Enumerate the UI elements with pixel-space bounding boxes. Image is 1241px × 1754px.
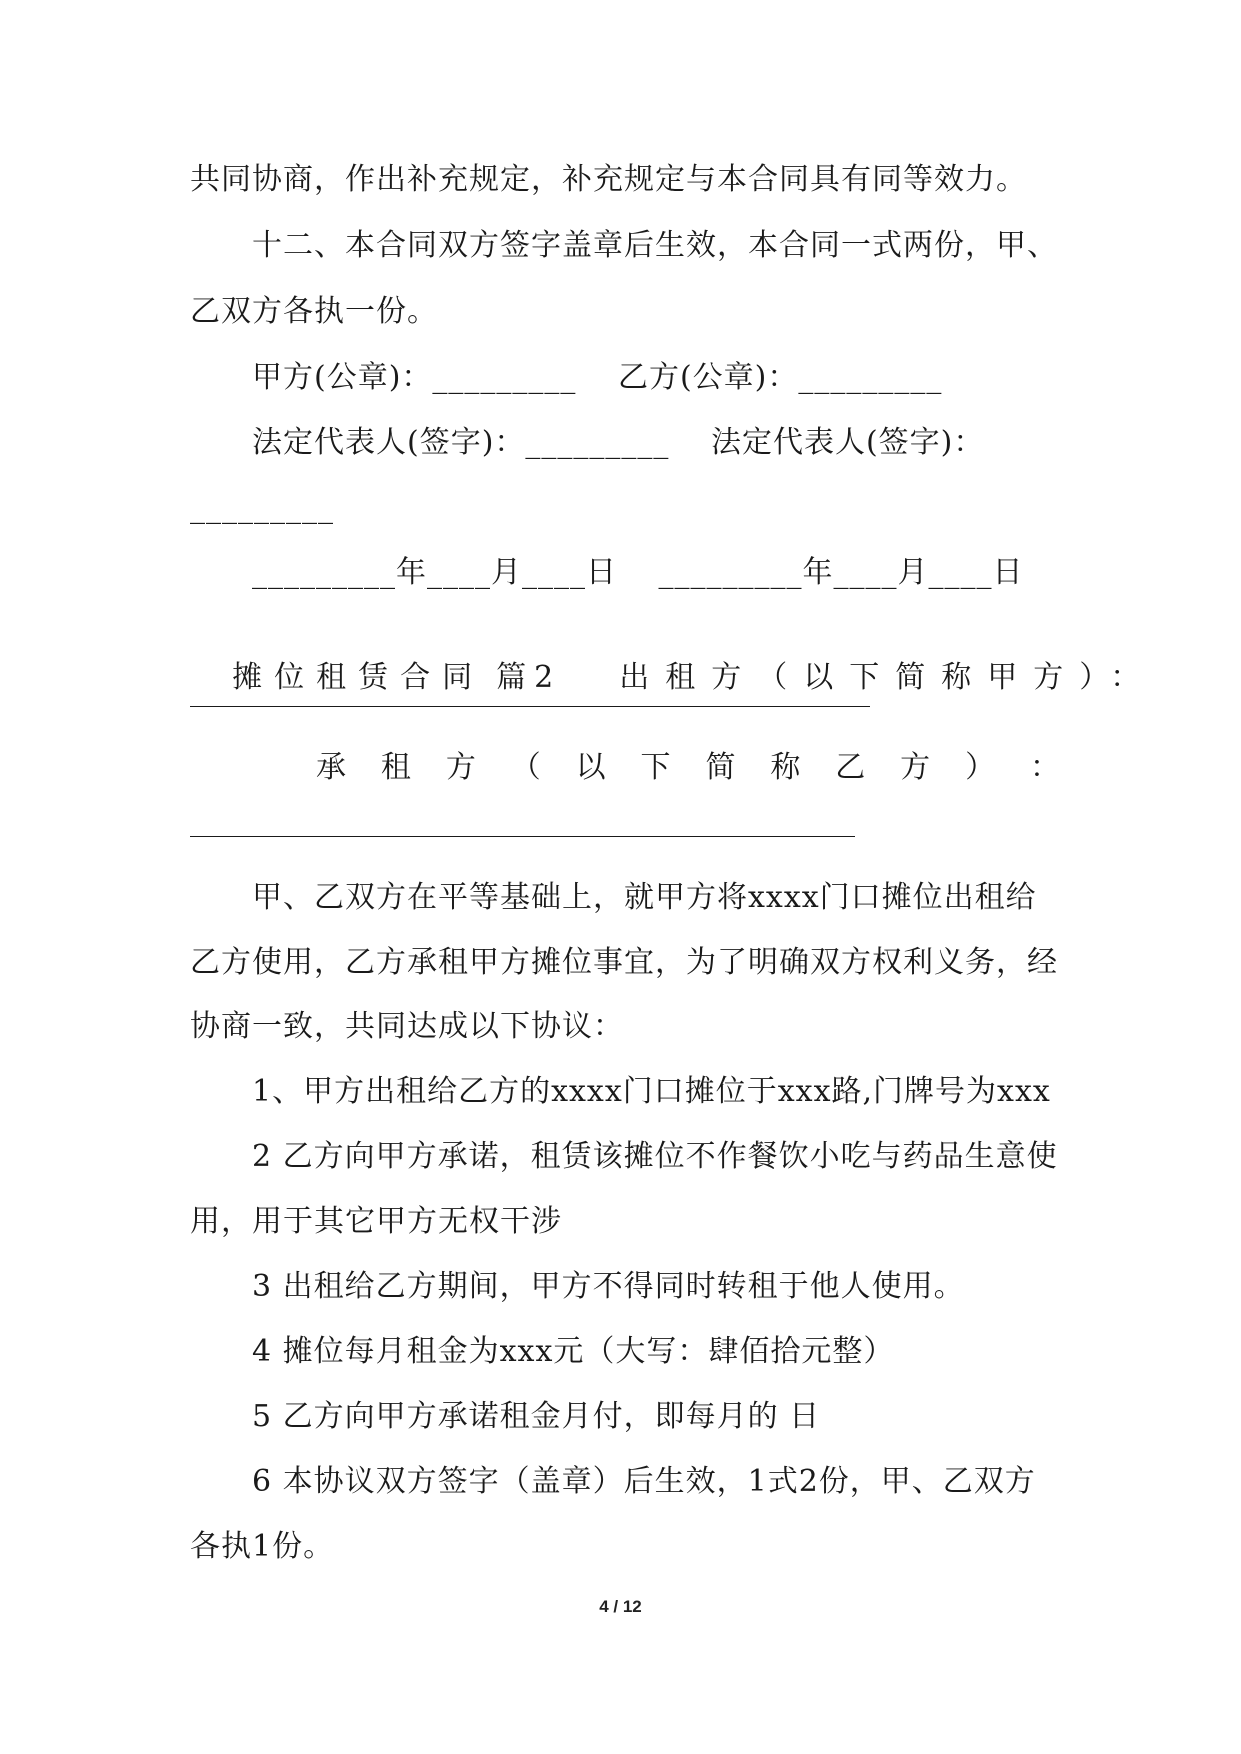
lessee-char: 简 [705,750,736,785]
lessee-char: 以 [575,750,606,785]
lessee-char: 租 [380,750,411,785]
lessee-char: ） [965,750,996,785]
paragraph-line: 乙双方各执一份。 [190,294,438,329]
lessee-char: 方 [900,750,931,785]
paragraph-line: 共同协商，作出补充规定，补充规定与本合同具有同等效力。 [190,162,1027,197]
clause-2-cont: 用，用于其它甲方无权干涉 [190,1204,562,1239]
section-label: 篇2 [496,660,562,695]
lessee-char: 承 [316,750,346,785]
date-line: _________年____月____日 _________年____月____日 [252,555,1024,590]
lessee-char: 称 [770,750,801,785]
clause-6: 6 本协议双方签字（盖章）后生效，1式2份，甲、乙双方 [252,1464,1036,1499]
lessee-label-line [316,748,1060,788]
lessee-char: ： [1029,750,1060,785]
page-number: 4 / 12 [599,1597,642,1616]
lessee-blank-rule [190,836,855,837]
clause-5: 5 乙方向甲方承诺租金月付，即每月的 日 [252,1399,821,1434]
lessor-blank-rule [190,706,870,707]
clause-2: 2 乙方向甲方承诺，租赁该摊位不作餐饮小吃与药品生意使 [252,1139,1058,1174]
lessor-label: 出租方（以下简称甲方）： [619,660,1157,695]
paragraph-line: 乙方使用，乙方承租甲方摊位事宜，为了明确双方权利义务，经 [190,945,1058,980]
signature-line-representative: 法定代表人(签字)：_________ 法定代表人(签字)： [252,425,985,460]
clause-1: 1、甲方出租给乙方的xxxx门口摊位于xxx路,门牌号为xxx [252,1074,1051,1109]
paragraph-line: 协商一致，共同达成以下协议： [190,1009,624,1044]
signature-line-seal: 甲方(公章)：_________ 乙方(公章)：_________ [252,360,943,395]
paragraph-line: 甲、乙双方在平等基础上，就甲方将xxxx门口摊位出租给 [252,880,1037,915]
clause-3: 3 出租给乙方期间，甲方不得同时转租于他人使用。 [252,1269,965,1304]
clause-4: 4 摊位每月租金为xxx元（大写：肆佰拾元整） [252,1334,895,1369]
lessee-char: 方 [445,750,476,785]
paragraph-line: 十二、本合同双方签字盖章后生效，本合同一式两份，甲、 [252,228,1058,263]
signature-blank: _________ [190,490,334,525]
lessee-char: 下 [640,750,671,785]
lessee-char: （ [510,750,541,785]
contract-title: 摊位租赁合同 [232,660,485,695]
lessee-char: 乙 [835,750,866,785]
clause-6-cont: 各执1份。 [190,1529,335,1564]
contract-title-line [190,618,1156,738]
